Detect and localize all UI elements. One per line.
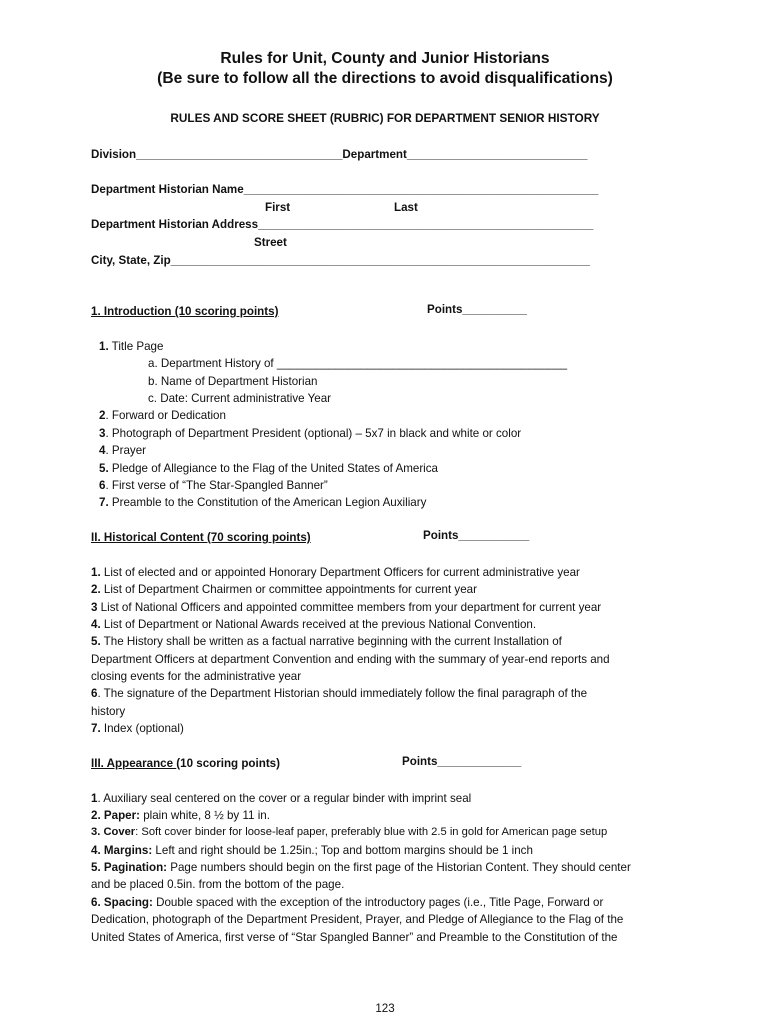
list-subitem: b. Name of Department Historian: [148, 375, 318, 388]
list-item-continuation: United States of America, first verse of “Star Spangled Banner” and Preamble to the Constitution of the: [91, 931, 618, 944]
first-name-label: First: [265, 201, 291, 214]
list-item: 2. Paper: plain white, 8 ½ by 11 in.: [91, 809, 270, 822]
section-1-heading: 1. Introduction (10 scoring points): [91, 305, 279, 318]
list-item: 2. Forward or Dedication: [99, 409, 226, 422]
list-item-continuation: closing events for the administrative year: [91, 670, 302, 683]
list-item: 1. List of elected and or appointed Honorary Department Officers for current administrative year: [91, 566, 580, 579]
list-item: 3. Cover: Soft cover binder for loose-leaf paper, preferably blue with 2.5 in gold for American page setup: [91, 826, 608, 838]
city-state-zip-field: City, State, Zip_________________________________________________________________: [91, 254, 590, 267]
page-number: 123: [375, 1002, 395, 1015]
list-item: 6. First verse of “The Star-Spangled Banner”: [99, 479, 328, 492]
street-label: Street: [254, 236, 287, 249]
list-item: 1. Title Page: [99, 340, 164, 353]
section-2-heading: II. Historical Content (70 scoring points): [91, 531, 311, 544]
list-item: 7. Preamble to the Constitution of the American Legion Auxiliary: [99, 496, 427, 509]
historian-address-field: Department Historian Address____________________________________________________: [91, 218, 594, 231]
list-subitem: c. Date: Current administrative Year: [148, 392, 332, 405]
list-item: 3 List of National Officers and appointed committee members from your department for current year: [91, 601, 602, 614]
title-line-1: Rules for Unit, County and Junior Historians: [220, 50, 550, 67]
section-2-points: Points___________: [423, 529, 530, 542]
section-3-points: Points_____________: [402, 755, 522, 768]
historian-name-field: Department Historian Name_______________________________________________________: [91, 183, 599, 196]
title-line-2: (Be sure to follow all the directions to avoid disqualifications): [157, 70, 613, 87]
list-item: 2. List of Department Chairmen or committee appointments for current year: [91, 583, 477, 596]
list-item-continuation: Department Officers at department Convention and ending with the summary of year-end reports and: [91, 653, 610, 666]
list-item: 4. Prayer: [99, 444, 147, 457]
list-item: 5. Pledge of Allegiance to the Flag of the United States of America: [99, 462, 439, 475]
list-item: 4. List of Department or National Awards received at the previous National Convention.: [91, 618, 537, 631]
list-subitem: a. Department History of _____________________________________________: [148, 357, 568, 370]
division-department-field: Division________________________________Department____________________________: [91, 148, 588, 161]
list-item: 5. Pagination: Page numbers should begin on the first page of the Historian Content. They should center: [91, 861, 631, 874]
list-item: 3. Photograph of Department President (optional) – 5x7 in black and white or color: [99, 427, 522, 440]
subtitle: RULES AND SCORE SHEET (RUBRIC) FOR DEPARTMENT SENIOR HISTORY: [170, 111, 600, 125]
list-item: 6. Spacing: Double spaced with the exception of the introductory pages (i.e., Title Page, Forward or: [91, 896, 604, 909]
list-item: 7. Index (optional): [91, 722, 184, 735]
list-item: 1. Auxiliary seal centered on the cover or a regular binder with imprint seal: [91, 792, 472, 805]
last-name-label: Last: [394, 201, 418, 214]
section-3-heading: III. Appearance (10 scoring points): [91, 757, 280, 770]
list-item: 5. The History shall be written as a factual narrative beginning with the current Installation of: [91, 635, 562, 648]
list-item: 6. The signature of the Department Historian should immediately follow the final paragraph of the: [91, 687, 588, 700]
section-1-points: Points__________: [427, 303, 527, 316]
list-item-continuation: history: [91, 705, 126, 718]
list-item-continuation: Dedication, photograph of the Department President, Prayer, and Pledge of Allegiance to the Flag of the: [91, 913, 624, 926]
list-item: 4. Margins: Left and right should be 1.25in.; Top and bottom margins should be 1 inch: [91, 844, 533, 857]
list-item-continuation: and be placed 0.5in. from the bottom of the page.: [91, 878, 345, 891]
